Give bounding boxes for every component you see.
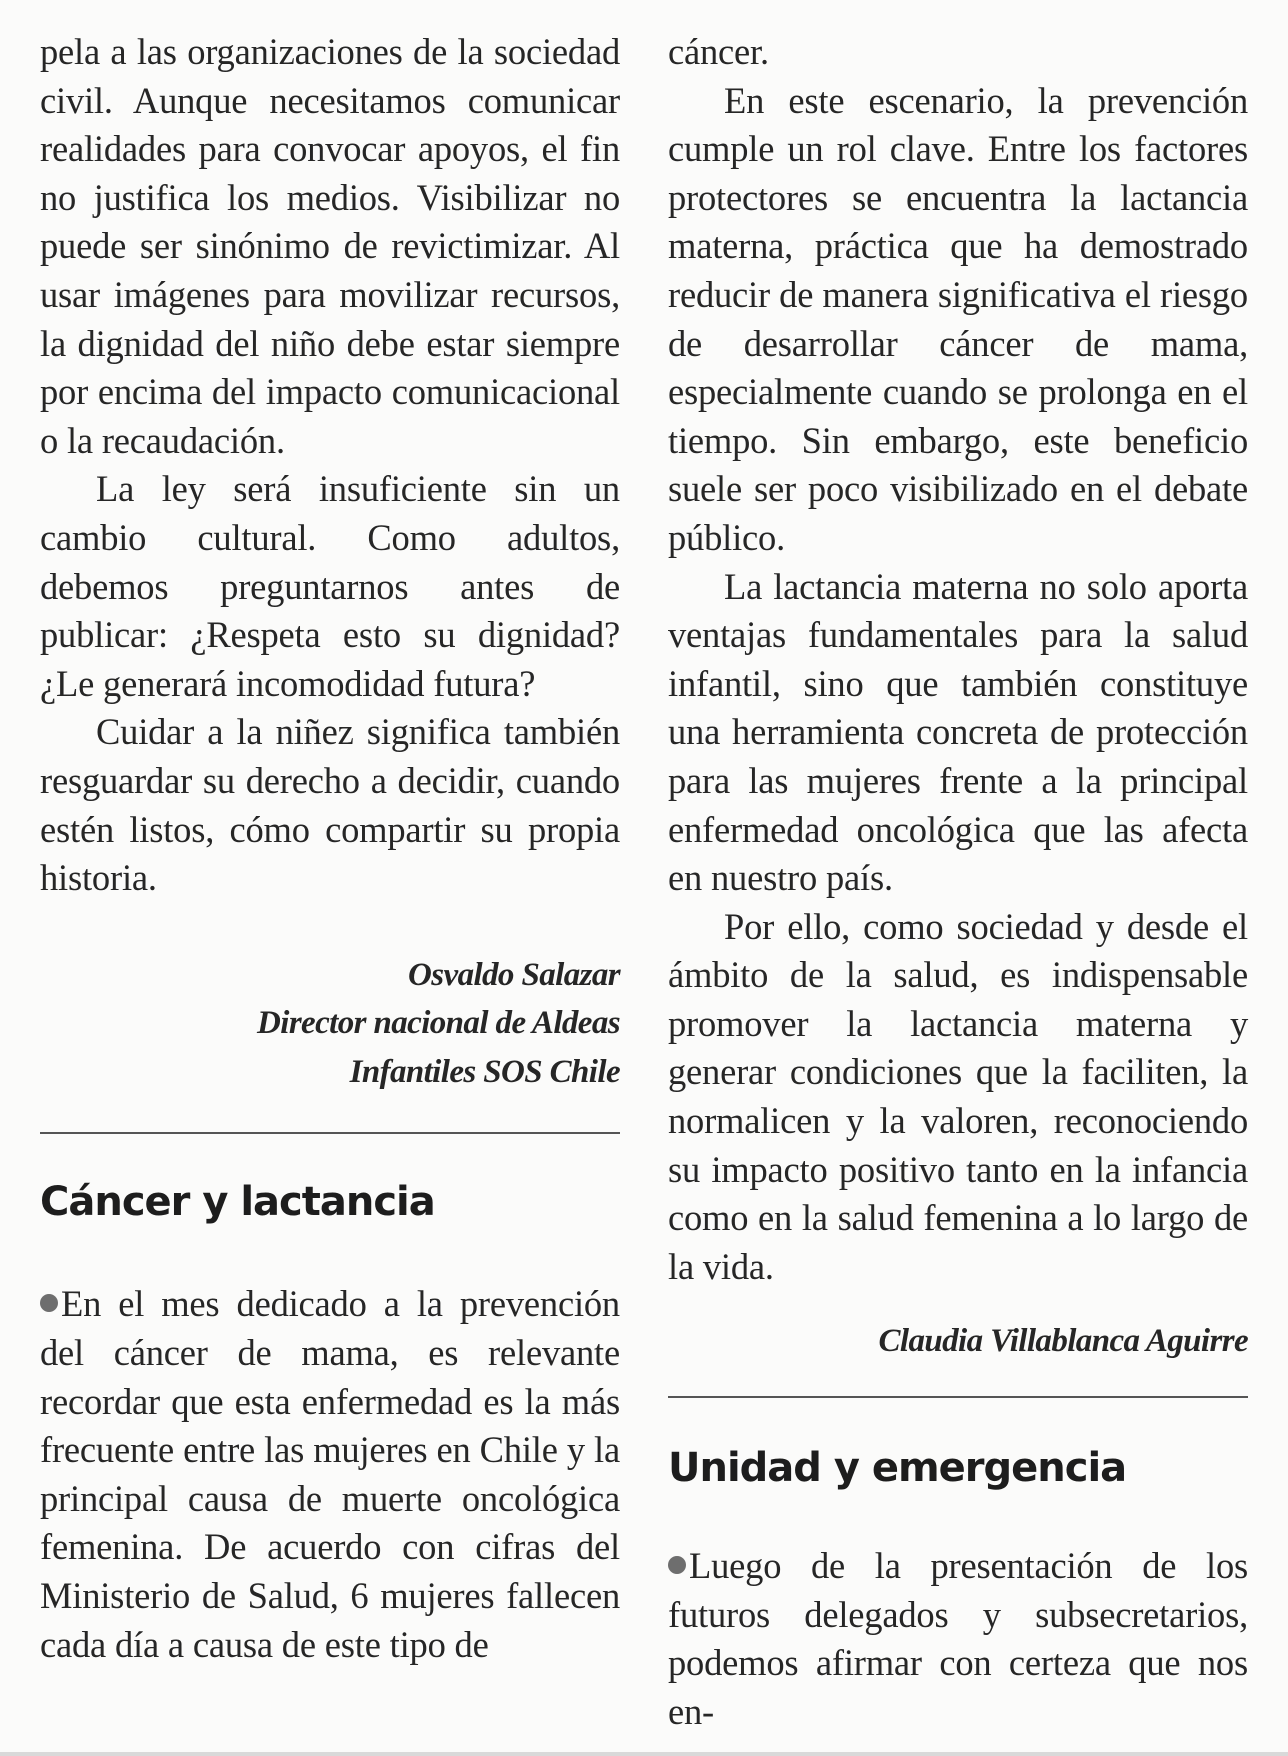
page-bottom-border [0,1752,1288,1756]
letter2-paragraph-3: La lactancia materna no solo aporta ventajas fundamentales para la salud infantil, sino que también constituye una herramienta concreta de protección para las mujeres frente a la principal enfermedad oncológica que las afecta en nuestro país. [668,565,1248,899]
section-divider [40,1132,620,1134]
spacer [668,1291,1248,1317]
letter2-paragraph-1 [40,1280,620,1669]
letter2-paragraph-4: Por ello, como sociedad y desde el ámbito de la salud, es indispensable promover la lactancia materna y generar condiciones que la faciliten, la normalicen y la valoren, reconociendo su impacto positivo tanto en la infancia como en la salud femenina a lo largo de la vida. [668,905,1248,1287]
letter1-paragraph-3: Cuidar a la niñez significa también resguardar su derecho a decidir, cuando estén listos, cómo compartir su propia historia. [40,711,620,899]
letter3-paragraph-1 [668,1542,1248,1736]
letter1-paragraph-2: La ley será insuficiente sin un cambio cultural. Como adultos, debemos preguntarnos antes de publicar: ¿Respeta esto su dignidad? ¿Le generará incomodidad futura? [40,468,620,704]
letter2-paragraph-cont: cáncer. [668,31,769,72]
letter2-signature-name: Claudia Villablanca Aguirre [878,1323,1248,1360]
letter3-heading: Unidad y emergencia [668,1445,1127,1492]
left-column [40,28,620,1669]
bullet-icon [668,1556,686,1574]
right-column [668,28,1248,1736]
bullet-icon [40,1294,58,1312]
letter2-heading: Cáncer y lactancia [40,1179,435,1226]
letter2-paragraph-1-text: En el mes dedicado a la prevención del cáncer de mama, es relevante recordar que esta enfermedad es la más frecuente entre las mujeres en Chile y la principal causa de muerte oncológica femenina. De acuerdo con cifras del Ministerio de Salud, 6 mujeres fallecen cada día a causa de este tipo de [40,1283,620,1665]
letter2-paragraph-2: En este escenario, la prevención cumple un rol clave. Entre los factores protectores se encuentra la lactancia materna, práctica que ha demostrado reducir de manera significativa el riesgo de desarrollar cáncer de mama, especialmente cuando se prolonga en el tiempo. Sin embargo, este beneficio suele ser poco visibilizado en el debate público. [668,79,1248,558]
spacer [40,903,620,951]
section-divider [668,1396,1248,1398]
letter1-signature-title-1: Director nacional de Aldeas [257,1005,620,1042]
letter1-paragraph-1: pela a las organizaciones de la sociedad civil. Aunque necesitamos comunicar realidades para convocar apoyos, el fin no justifica los medios. Visibilizar no puede ser sinónimo de revictimizar. Al usar imágenes para movilizar recursos, la dignidad del niño debe estar siempre por encima del impacto comunicacional o la recaudación. [40,31,620,461]
letter1-signature-name: Osvaldo Salazar [408,956,620,993]
letter1-signature-title-2: Infantiles SOS Chile [349,1053,620,1090]
letter3-paragraph-1-text: Luego de la presentación de los futuros delegados y subsecretarios, podemos afirmar con certeza que nos en- [668,1545,1248,1732]
